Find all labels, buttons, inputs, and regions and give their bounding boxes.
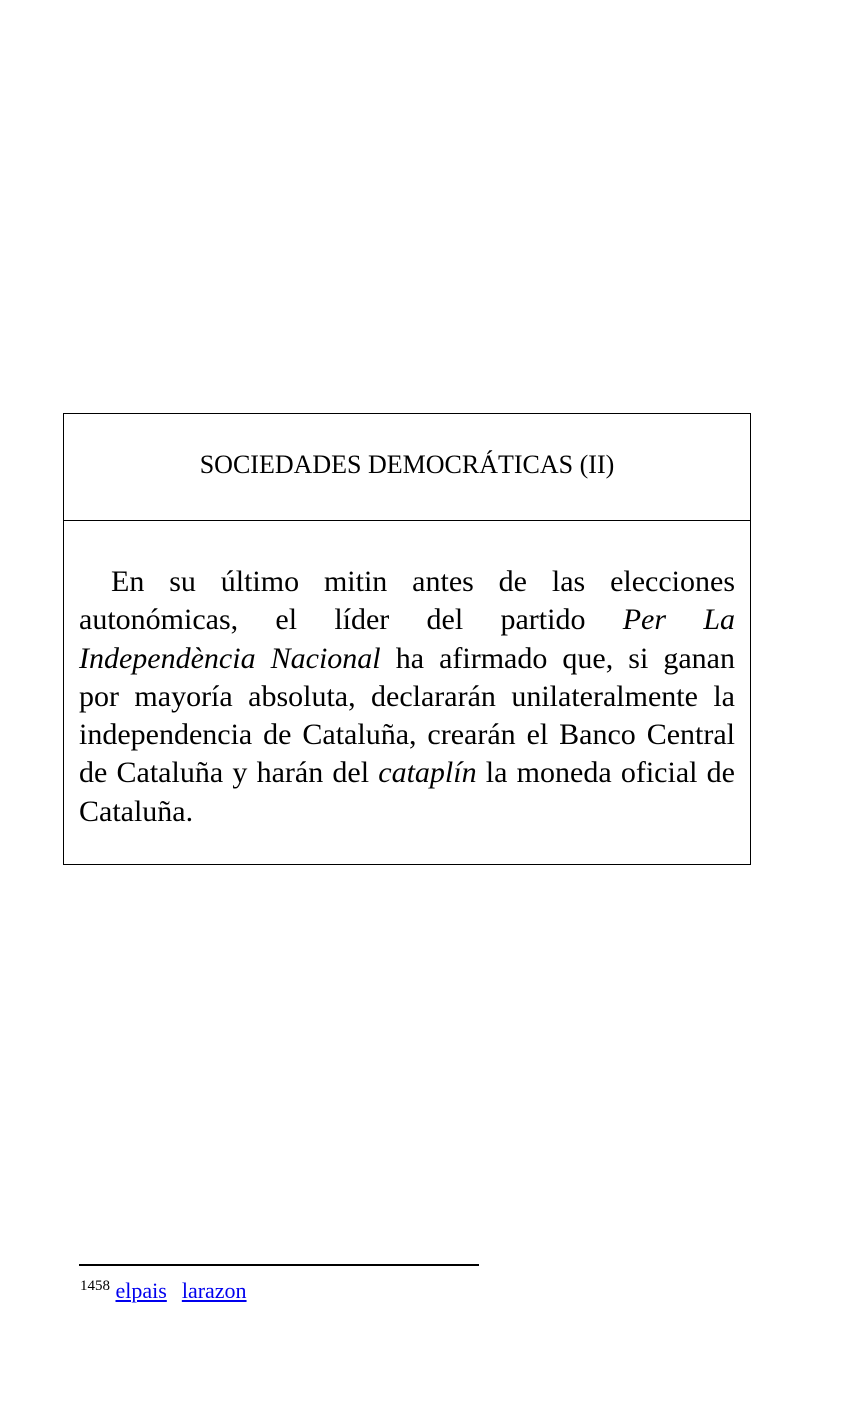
box-header bbox=[64, 414, 750, 521]
currency-name-italic: cataplín bbox=[378, 756, 477, 790]
box-title: SOCIEDADES DEMOCRÁTICAS (II) bbox=[199, 450, 615, 479]
paragraph-text-1: En su último mitin antes de las elecciones autonómicas, el líder del partido bbox=[79, 565, 735, 637]
paragraph-text-3: la moneda oficial de Cataluña. bbox=[79, 756, 735, 828]
footnote-link-elpais[interactable]: elpais bbox=[115, 1278, 167, 1303]
party-name-italic: Per La Independència Nacional bbox=[79, 603, 736, 675]
footnote-separator bbox=[79, 1264, 479, 1266]
footnote-link-larazon[interactable]: larazon bbox=[181, 1278, 247, 1303]
framed-text-box bbox=[63, 413, 751, 865]
paragraph-text-2: ha afirmado que, si ganan por mayoría absoluta, declararán unilateralmente la independencia de Cataluña, crearán el Banco Central de Cataluña y harán del bbox=[79, 641, 735, 790]
box-body bbox=[64, 521, 750, 831]
body-paragraph bbox=[79, 563, 735, 831]
footnote bbox=[80, 1278, 247, 1304]
footnote-number: 1458 bbox=[80, 1278, 110, 1294]
